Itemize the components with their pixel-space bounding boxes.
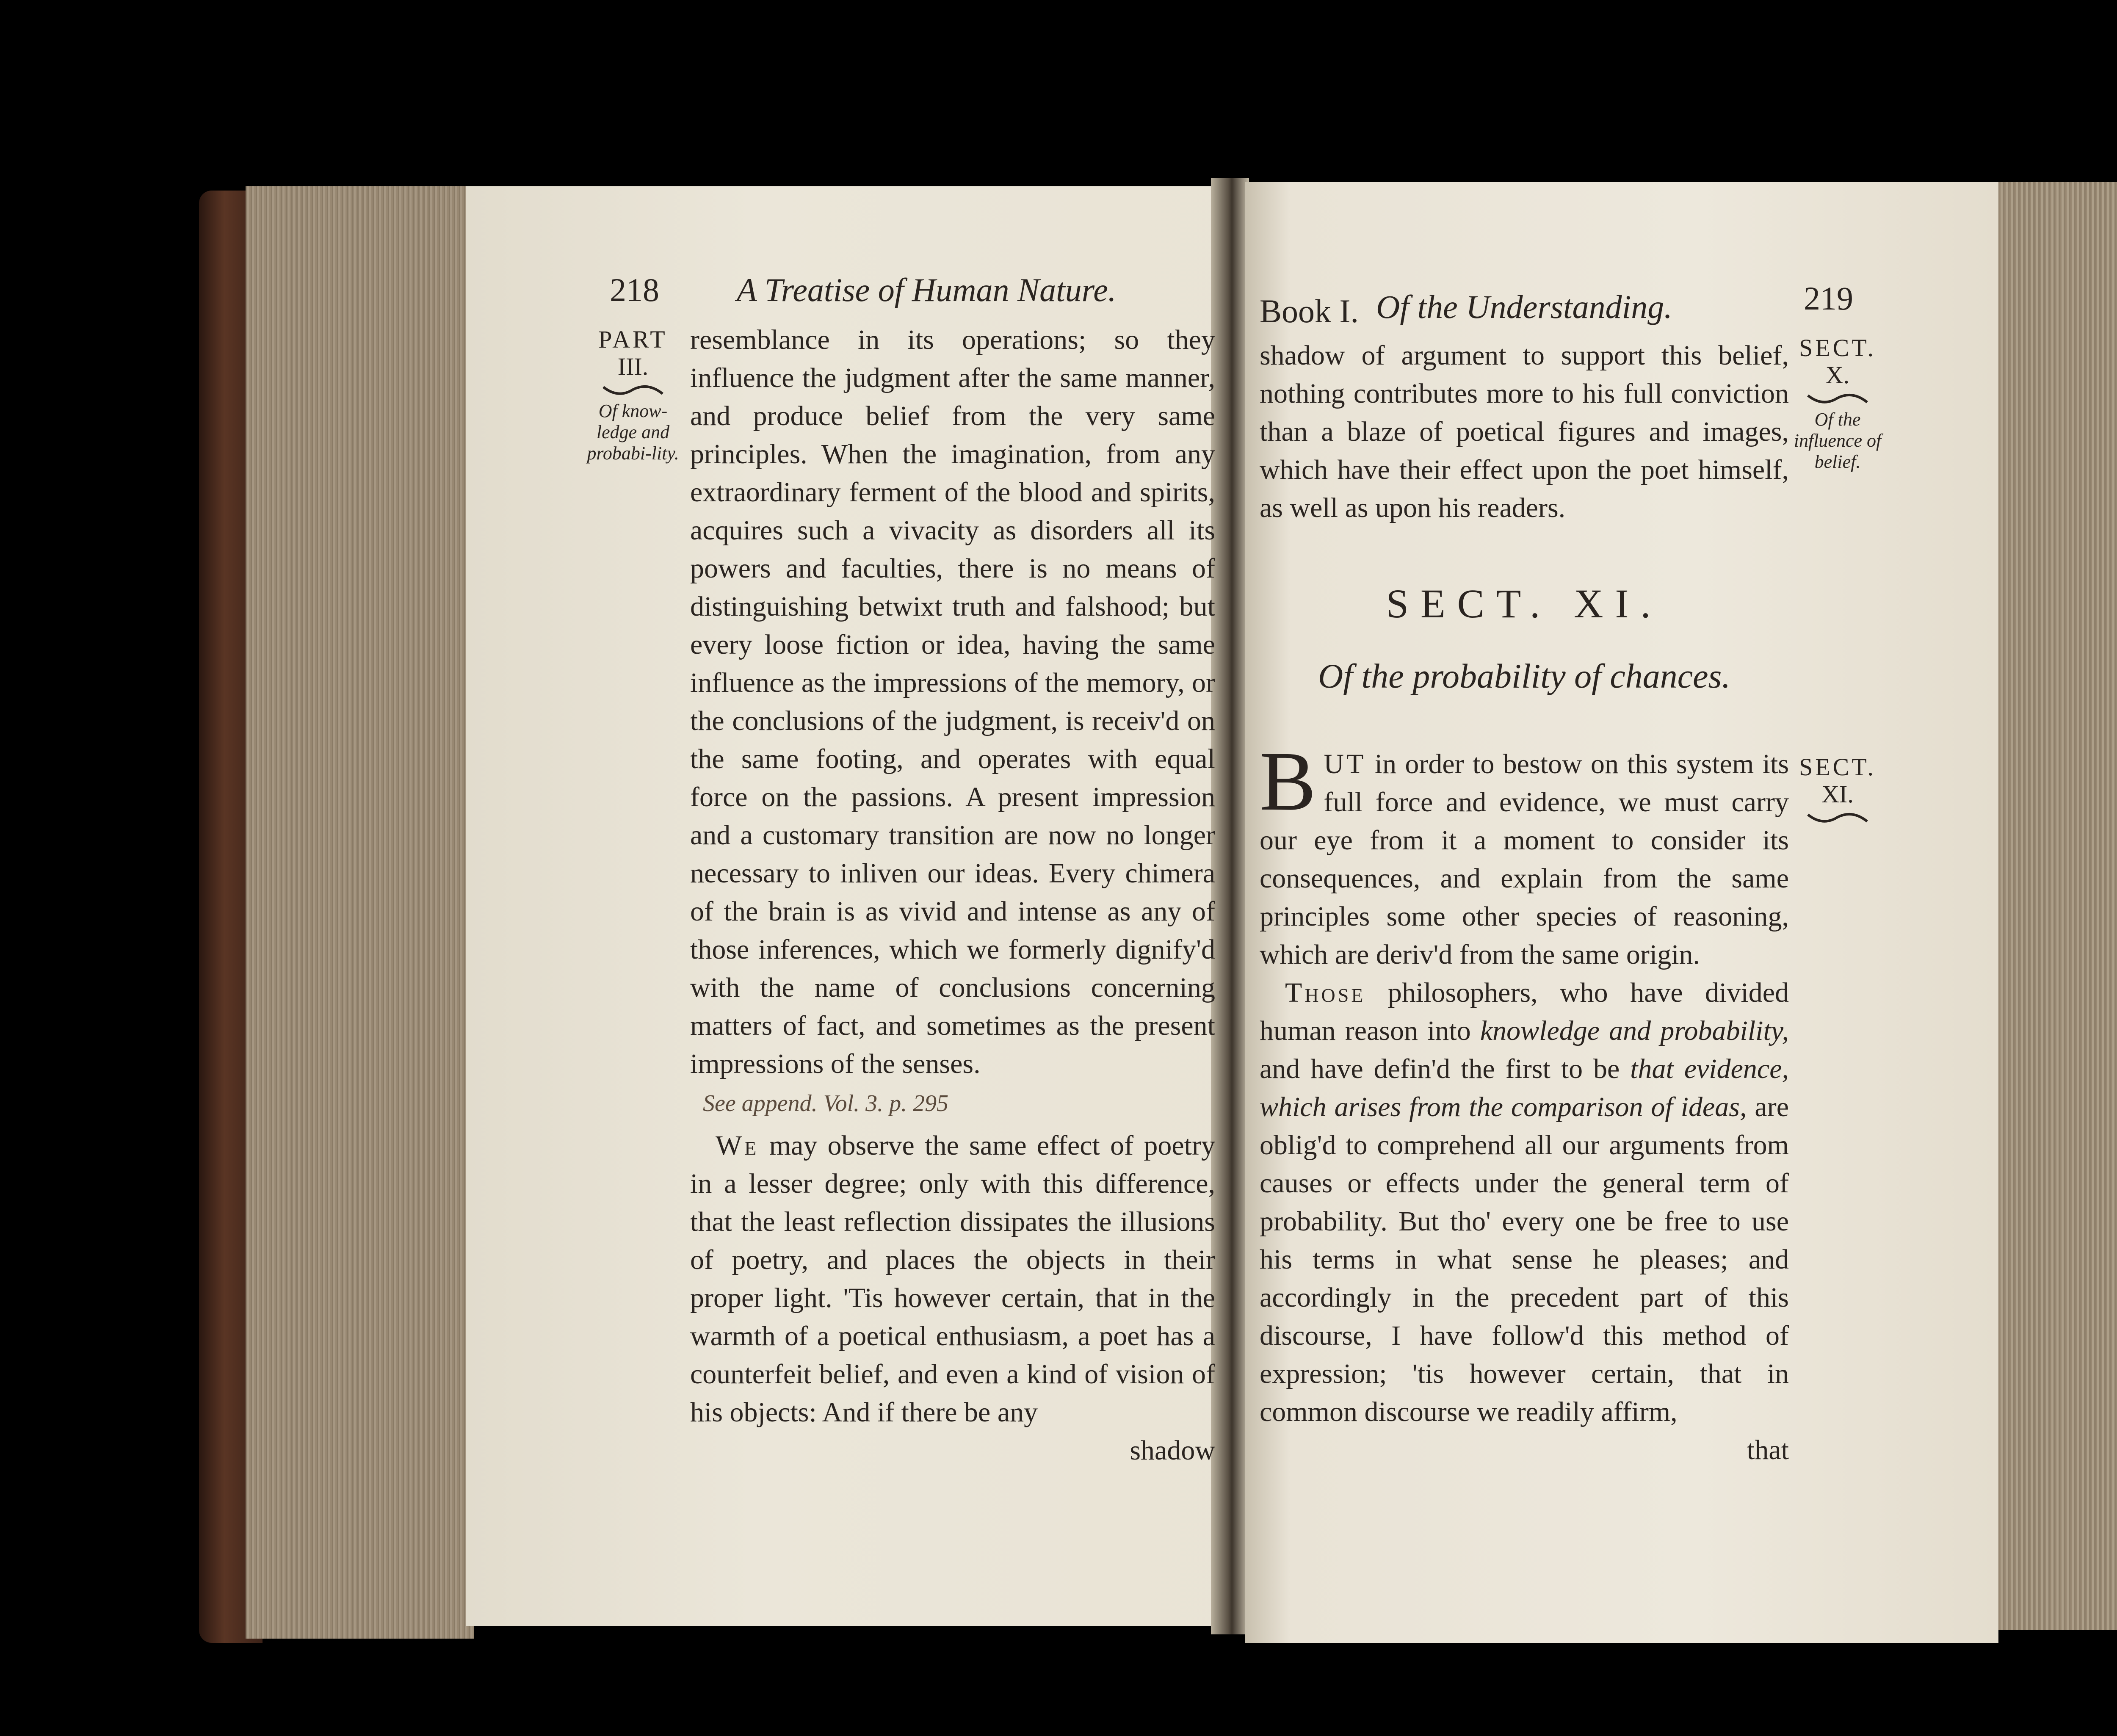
section-heading: SECT. XI. bbox=[1386, 581, 1663, 626]
right-paragraph-3 bbox=[1260, 974, 1789, 1431]
drop-cap: B bbox=[1260, 735, 1316, 828]
ornament-swash-icon bbox=[601, 382, 665, 399]
right-running-title: Of the Understanding. bbox=[1376, 288, 1672, 325]
right-paragraph-3-text-b: and have defin'd the first to be bbox=[1260, 1053, 1620, 1084]
margin-sect-number: X. bbox=[1825, 361, 1850, 389]
margin-part-label: PART bbox=[598, 326, 668, 353]
left-paragraph-2-lead: We bbox=[716, 1130, 759, 1161]
margin-sect-label: SECT. bbox=[1799, 334, 1876, 362]
left-paragraph-1: resemblance in its operations; so they influence the judgment after the same manner, and produce belief from the very same principles. When the imagination, from any extraordinary ferment of the blood and spirits, acquires such a vivacity as disorders all its powers and faculties, there is no means of distinguishing betwixt truth and falshood; but every loose fiction or idea, having the same influence as the impressions of the memory, or the conclusions of the judgment, is receiv'd on the same footing, and operates with equal force on the passions. A present impression and a customary transition are now no longer necessary to inliven our ideas. Every chimera of the brain is as vivid and intense as any of those inferences, which we formerly dignify'd with the name of conclusions concerning matters of fact, and sometimes as the present impressions of the senses. bbox=[690, 324, 1215, 1079]
right-catchword: that bbox=[1747, 1435, 1789, 1465]
margin-note: Of know-ledge and probabi-lity. bbox=[587, 401, 679, 464]
handwritten-annotation: See append. Vol. 3. p. 295 bbox=[703, 1090, 949, 1117]
left-running-title: A Treatise of Human Nature. bbox=[737, 271, 1117, 308]
margin-part-number: III. bbox=[617, 353, 649, 380]
right-page-edges bbox=[1994, 182, 2117, 1630]
left-paragraph-2-text: may observe the same effect of poetry in a lesser degree; only with this difference, that the least reflection dissipates the illusions of poetry, and places the objects in their proper light. 'Tis however certain, that in the warmth of a poetical enthusiasm, a poet has a counterfeit belief, and even a kind of vision of his objects: And if there be any bbox=[690, 1130, 1216, 1428]
left-margin-sidenote bbox=[584, 326, 682, 464]
right-page-body bbox=[1260, 735, 1789, 1469]
margin-sect-label: SECT. bbox=[1799, 753, 1876, 781]
right-paragraph-3-italic-2: that evidence, which arises from the comparison of ideas, bbox=[1260, 1053, 1789, 1122]
left-page-body bbox=[690, 321, 1215, 1470]
margin-note-top: Of the influence of belief. bbox=[1794, 409, 1882, 472]
right-margin-sidenote-mid bbox=[1787, 754, 1888, 828]
right-paragraph-2 bbox=[1260, 735, 1789, 974]
right-paragraph-1: shadow of argument to support this belief, nothing contributes more to his full conviction than a blaze of poetical figures and images, which have their effect upon the poet himself, as well as upon his readers. bbox=[1260, 340, 1789, 523]
section-subtitle: Of the probability of chances. bbox=[1318, 657, 1730, 695]
ornament-swash-icon bbox=[1806, 390, 1869, 407]
right-paragraph-3-italic-1: knowledge and probability, bbox=[1480, 1015, 1789, 1046]
left-page-number: 218 bbox=[610, 271, 659, 308]
right-paragraph-3-text-a: philosophers, who have divided human reason into bbox=[1260, 977, 1789, 1046]
ornament-swash-icon bbox=[1806, 810, 1869, 827]
margin-sect-number: XI. bbox=[1821, 780, 1854, 808]
right-page-number: 219 bbox=[1804, 280, 1853, 317]
left-catchword: shadow bbox=[1130, 1435, 1215, 1466]
right-paragraph-3-text-c: are oblig'd to comprehend all our arguments from causes or effects under the general term of probability. But tho' every one be free to use his terms in what sense he pleases; and accordingly in the precedent part of this discourse, I have follow'd this method of expression; 'tis however certain, that in common discourse we readily affirm, bbox=[1260, 1092, 1789, 1427]
book-gutter bbox=[1211, 178, 1249, 1634]
right-paragraph-2-text: in order to bestow on this system its full force and evidence, we must carry our eye from it a moment to consider its consequences, and explain from the same principles some other species of reasoning, which are deriv'd from the same origin. bbox=[1260, 749, 1789, 970]
left-page-edges bbox=[246, 186, 474, 1639]
right-margin-sidenote-top bbox=[1787, 334, 1888, 473]
right-book-label: Book I. bbox=[1260, 293, 1359, 329]
right-paragraph-3-lead: Those bbox=[1285, 977, 1366, 1008]
right-paragraph-2-ut: UT bbox=[1324, 749, 1366, 780]
left-paragraph-2 bbox=[690, 1127, 1215, 1432]
